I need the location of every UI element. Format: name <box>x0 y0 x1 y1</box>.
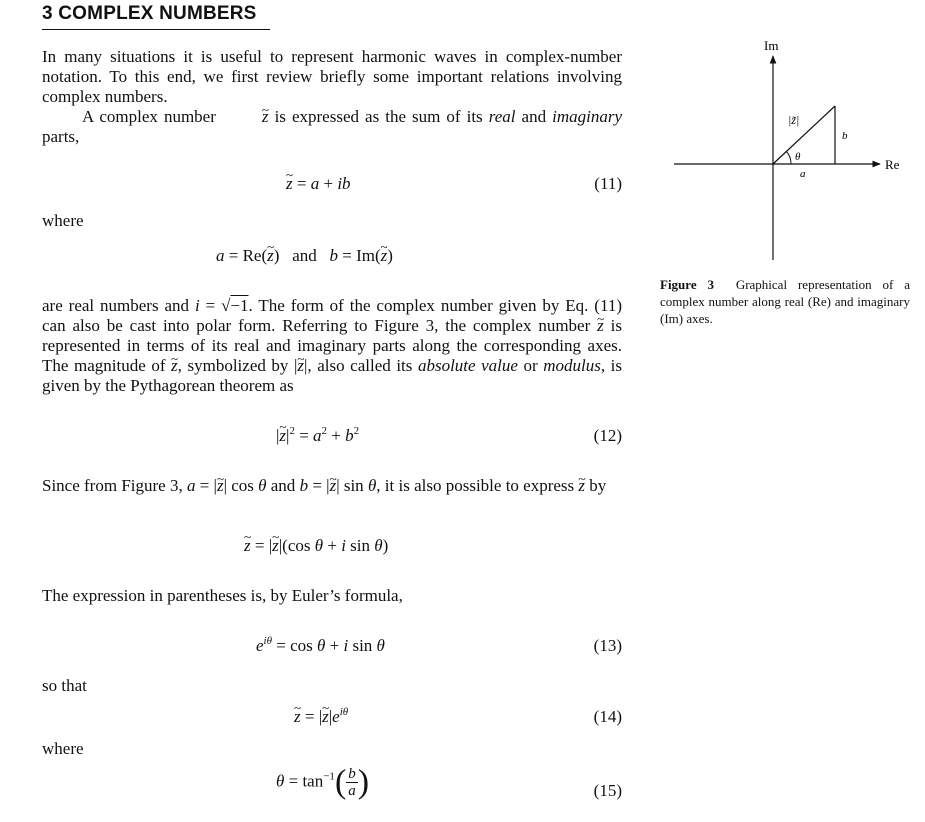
where-1: where <box>42 211 84 230</box>
section-title-underline <box>42 29 270 30</box>
equation-number-12: (12) <box>593 426 622 445</box>
equation-polar: ~ z = |~ z|(cos θ + i sin θ) <box>244 536 388 556</box>
equation-12: |~ $z|^2 = a^2 + b^2$ <box>276 426 359 446</box>
paragraph-definition: A complex number ~ z is expressed as the sum of its real and imaginary parts, <box>42 107 622 147</box>
im-axis-label: Im <box>764 38 779 53</box>
caption-text: Graphical representation of a complex number along real (Re) and imaginary (Im) axes. <box>660 277 911 326</box>
b-label: b <box>842 130 848 142</box>
equation-number-11: (11) <box>594 174 622 193</box>
section-heading: COMPLEX NUMBERS <box>58 3 257 24</box>
equation-number-13: (13) <box>593 636 622 655</box>
a-label: a <box>800 168 806 180</box>
figure-complex-plane <box>670 36 910 262</box>
paragraph-polar: are real numbers and i = √−1. The form of the complex number given by Eq. (11) can also be cast into polar form. Referring to Figure 3, the complex number ~ z is represented in terms of its real and imaginary parts along the corresponding axes. The magnitude of ~ z, symbolized by |~ z|, also called its absolute value or modulus, is given by the Pythagorean theorem as <box>42 296 622 396</box>
paragraph-intro: In many situations it is useful to represent harmonic waves in complex-number notation. To this end, we first review briefly some important relations involving complex numbers. <box>42 47 622 106</box>
angle-arc <box>786 151 791 164</box>
where-2: where <box>42 739 84 758</box>
modulus-vector <box>773 106 835 164</box>
so-that: so that <box>42 676 87 695</box>
equation-11: ~ z = a + ib <box>286 174 351 194</box>
equation-15: $\theta = \tan^{-1}$( $\frac{b}{a}$ ) <box>276 763 370 801</box>
section-title <box>42 3 257 25</box>
section-number: 3 <box>42 3 53 24</box>
modulus-label: |z̃| <box>788 113 800 127</box>
paragraph-euler: The expression in parentheses is, by Euler’s formula, <box>42 586 403 605</box>
paragraph-since: Since from Figure 3, a = |~ z| cos θ and b = |~ z| sin θ, it is also possible to express ~ z by <box>42 476 622 496</box>
equation-13: $e^{i\theta} = \cos \theta + i$ sin θ <box>256 635 385 655</box>
figure-caption <box>660 276 910 327</box>
equation-ab-definition: a = Re(~ z) and b = Im(~ z) <box>216 246 393 266</box>
re-axis-label: Re <box>885 157 900 172</box>
theta-label: θ <box>795 151 801 163</box>
equation-14: ~ z = |~ $z|e^{i\theta}$ <box>294 707 348 727</box>
caption-label: Figure 3 <box>660 277 714 292</box>
equation-number-15: (15) <box>593 781 622 800</box>
intro-block <box>42 47 622 147</box>
equation-number-14: (14) <box>593 707 622 726</box>
